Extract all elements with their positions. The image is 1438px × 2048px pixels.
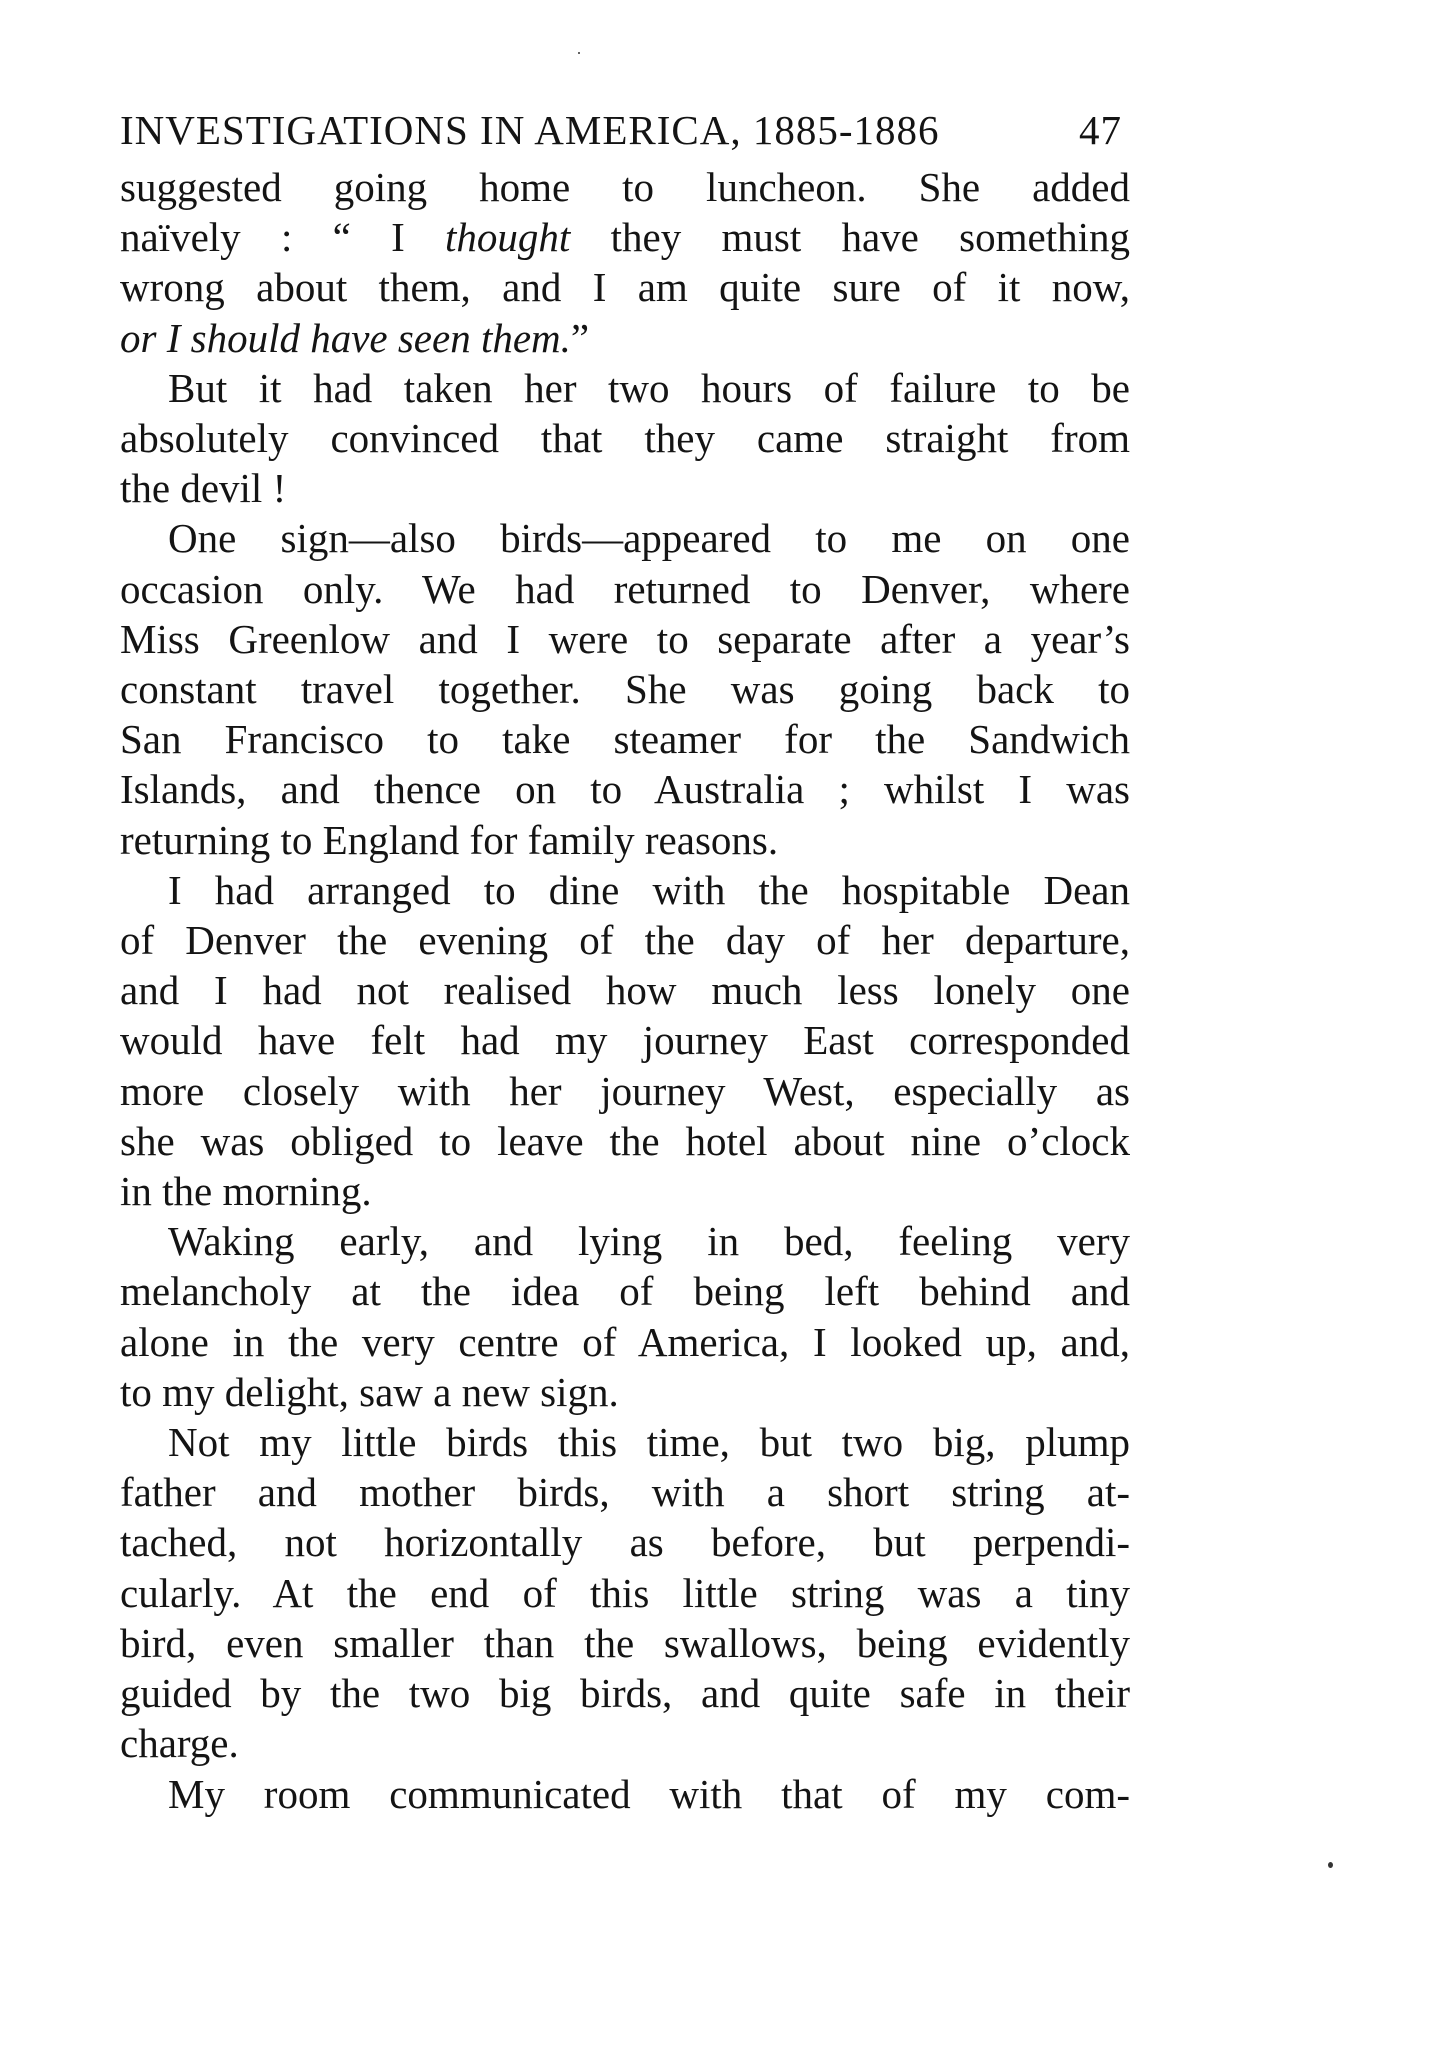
text-line: I had arranged to dine with the hospitable Dean	[168, 866, 1130, 913]
text-line: suggested going home to luncheon. She added	[120, 164, 1130, 210]
paragraph	[120, 162, 1130, 363]
text-line: One sign—also birds—appeared to me on one	[168, 515, 1130, 562]
text-line: absolutely convinced that they came straight from	[120, 415, 1130, 462]
text-line: to my delight, saw a new sign.	[120, 1368, 619, 1415]
text-line: naïvely : “ I thought they must have something	[120, 214, 1130, 261]
text-line: cularly. At the end of this little string was a tiny	[120, 1569, 1130, 1616]
text-line: tached, not horizontally as before, but perpendi-	[120, 1519, 1130, 1566]
text-line: constant travel together. She was going back to	[120, 666, 1130, 713]
paragraph	[120, 1417, 1130, 1768]
body-text	[120, 162, 1130, 1819]
book-page	[120, 100, 1130, 1819]
paragraph	[120, 1769, 1130, 1819]
text-line: occasion only. We had returned to Denver, where	[120, 565, 1130, 612]
text-line: more closely with her journey West, especially as	[120, 1067, 1130, 1114]
italic-text: or I should have seen them.	[120, 314, 571, 361]
text-line: father and mother birds, with a short string at-	[120, 1469, 1130, 1516]
page-number: 47	[1079, 107, 1122, 153]
text-line: would have felt had my journey East corresponded	[120, 1017, 1130, 1064]
text-line: charge.	[120, 1720, 239, 1767]
running-head-title: INVESTIGATIONS IN AMERICA, 1885-1886	[120, 107, 940, 153]
text-line: and I had not realised how much less lonely one	[120, 967, 1130, 1014]
italic-text: thought	[445, 214, 571, 261]
text-line: Miss Greenlow and I were to separate after a year’s	[120, 615, 1130, 662]
paragraph	[120, 363, 1130, 514]
text-line: Waking early, and lying in bed, feeling very	[168, 1218, 1130, 1265]
text-line: bird, even smaller than the swallows, being evidently	[120, 1619, 1130, 1666]
text-line: guided by the two big birds, and quite safe in their	[120, 1670, 1130, 1717]
text-line: melancholy at the idea of being left behind and	[120, 1268, 1130, 1315]
text-line: in the morning.	[120, 1168, 372, 1215]
scan-speck	[1328, 1862, 1333, 1868]
text-line: But it had taken her two hours of failure to be	[168, 364, 1130, 411]
text-line: Not my little birds this time, but two big, plump	[168, 1419, 1130, 1466]
text-line: or I should have seen them.”	[120, 314, 590, 361]
text-line: alone in the very centre of America, I looked up, and,	[120, 1318, 1130, 1365]
paragraph	[120, 865, 1130, 1216]
text-line: My room communicated with that of my com-	[168, 1770, 1130, 1817]
text-line: the devil !	[120, 465, 287, 512]
paragraph	[120, 513, 1130, 864]
text-line: of Denver the evening of the day of her departure,	[120, 917, 1130, 964]
text-line: wrong about them, and I am quite sure of it now,	[120, 264, 1130, 311]
text-line: Islands, and thence on to Australia ; whilst I was	[120, 766, 1130, 813]
text-line: San Francisco to take steamer for the Sandwich	[120, 716, 1130, 763]
text-line: she was obliged to leave the hotel about nine o’clock	[120, 1117, 1130, 1164]
paragraph	[120, 1216, 1130, 1417]
running-head	[120, 100, 1130, 160]
scan-speck	[578, 52, 580, 54]
text-line: returning to England for family reasons.	[120, 816, 779, 863]
